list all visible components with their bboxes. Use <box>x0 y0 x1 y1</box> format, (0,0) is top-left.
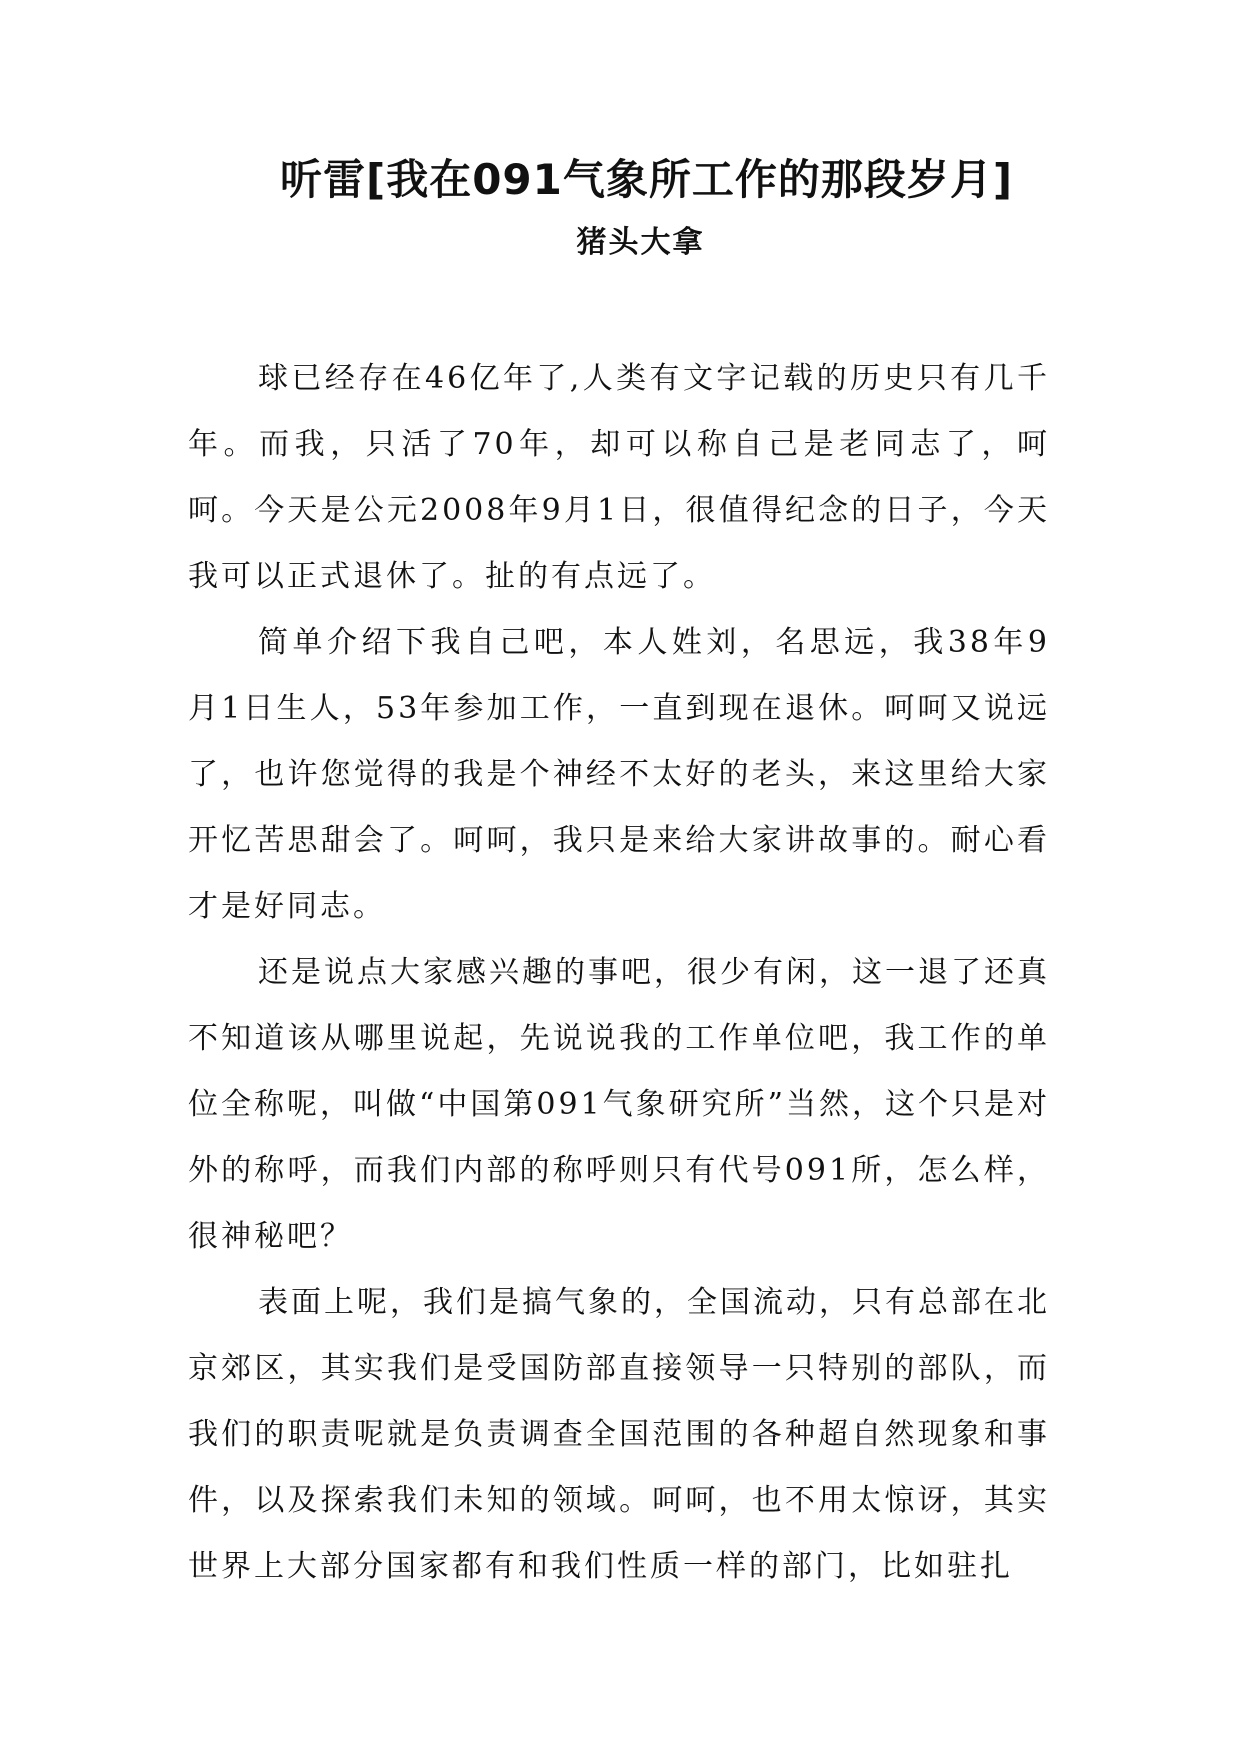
paragraph-2: 简单介绍下我自己吧，本人姓刘，名思远，我38年9月1日生人，53年参加工作，一直到现在退休。呵呵又说远了，也许您觉得的我是个神经不太好的老头，来这里给大家开忆苦思甜会了。呵呵，我只是来给大家讲故事的。耐心看才是好同志。 <box>188 625 1050 924</box>
author-name: 猪头大拿 <box>576 225 705 260</box>
paragraph-1: 球已经存在46亿年了,人类有文字记载的历史只有几千年。而我，只活了70年，却可以称自己是老同志了，呵呵。今天是公元2008年9月1日，很值得纪念的日子，今天我可以正式退休了。扯的有点远了。 <box>188 361 1050 594</box>
paragraph-4: 表面上呢，我们是搞气象的，全国流动，只有总部在北京郊区，其实我们是受国防部直接领导一只特别的部队，而我们的职责呢就是负责调查全国范围的各种超自然现象和事件，以及探索我们未知的领域。呵呵，也不用太惊讶，其实世界上大部分国家都有和我们性质一样的部门，比如驻扎 <box>188 1285 1050 1584</box>
document-body <box>188 346 1050 1600</box>
document-title: 听雷[我在091气象所工作的那段岁月] <box>280 155 1014 204</box>
paragraph-3: 还是说点大家感兴趣的事吧，很少有闲，这一退了还真不知道该从哪里说起，先说说我的工作单位吧，我工作的单位全称呢，叫做“中国第091气象研究所”当然，这个只是对外的称呼，而我们内部的称呼则只有代号091所，怎么样，很神秘吧？ <box>188 955 1050 1254</box>
